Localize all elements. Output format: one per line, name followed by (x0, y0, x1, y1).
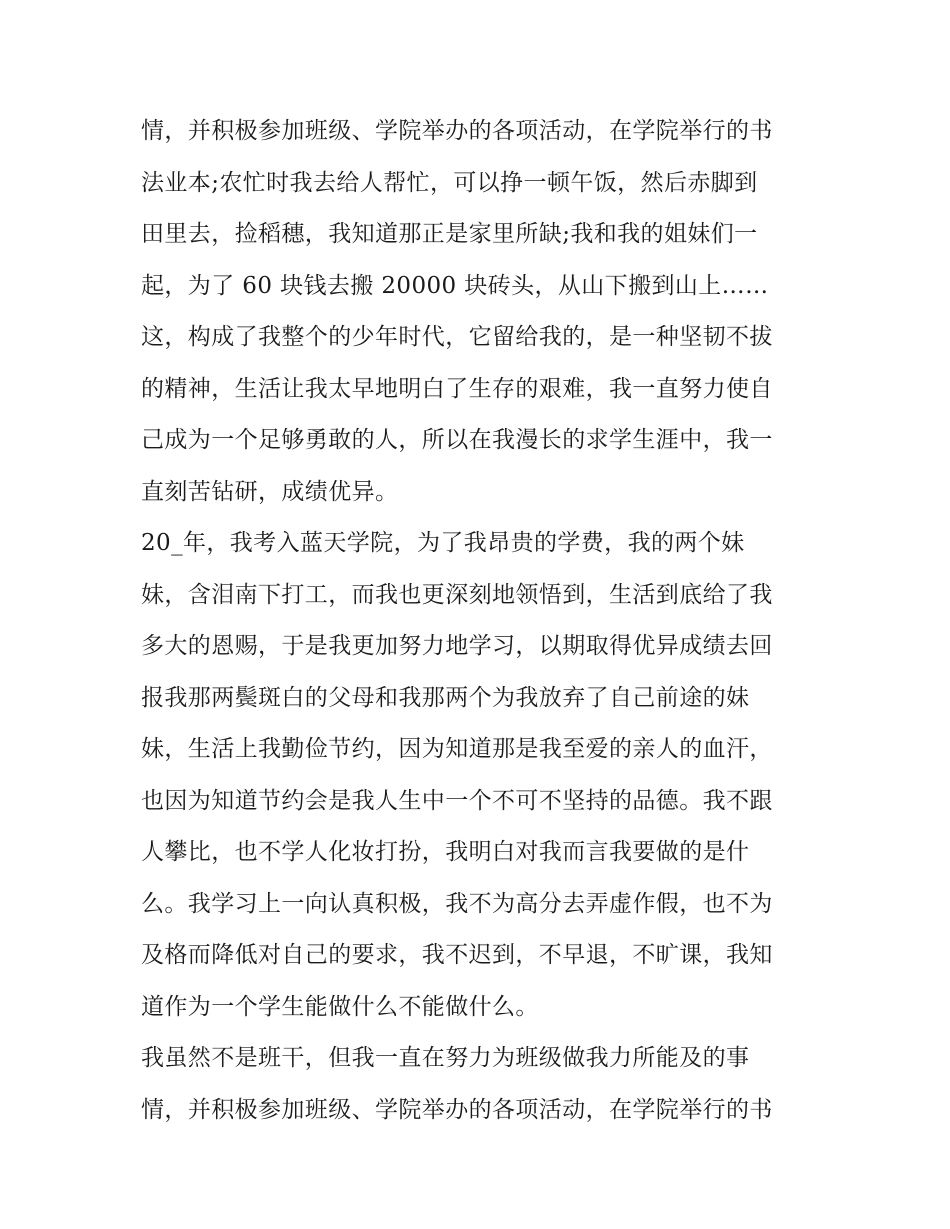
text-line: 起，为了 60 块钱去搬 20000 块砖头，从山下搬到山上…… (141, 272, 769, 299)
text-line: 妹，生活上我勤俭节约，因为知道那是我至爱的亲人的血汗， (141, 736, 773, 762)
body-text (141, 106, 821, 1136)
text-line: 人攀比，也不学人化妆打扮，我明白对我而言我要做的是什 (141, 839, 750, 865)
text-line: 直刻苦钻研，成绩优异。 (141, 478, 399, 505)
text-line: 这，构成了我整个的少年时代，它留给我的，是一种坚韧不拔 (141, 324, 773, 350)
text-line: 情，并积极参加班级、学院举办的各项活动，在学院举行的书 (141, 1096, 773, 1123)
text-line: 多大的恩赐，于是我更加努力地学习，以期取得优异成绩去回 (141, 633, 773, 659)
text-line: 的精神，生活让我太早地明白了生存的艰难，我一直努力使自 (141, 375, 773, 402)
text-line: 妹，含泪南下打工，而我也更深刻地领悟到，生活到底给了我 (141, 581, 773, 608)
text-line: 也因为知道节约会是我人生中一个不可不坚持的品德。我不跟 (141, 787, 773, 814)
text-line: 及格而降低对自己的要求，我不迟到，不早退，不旷课，我知 (141, 942, 773, 968)
text-line: 田里去，捡稻穗，我知道那正是家里所缺;我和我的姐妹们一 (141, 221, 758, 247)
text-line: 20_年，我考入蓝天学院，为了我昂贵的学费，我的两个妹 (141, 530, 745, 556)
text-line: 己成为一个足够勇敢的人，所以在我漫长的求学生涯中，我一 (141, 427, 773, 453)
text-line: 我虽然不是班干，但我一直在努力为班级做我力所能及的事 (141, 1045, 750, 1071)
text-line: 么。我学习上一向认真积极，我不为高分去弄虚作假，也不为 (141, 890, 773, 917)
text-line: 情，并积极参加班级、学院举办的各项活动，在学院举行的书 (141, 118, 773, 144)
text-line: 报我那两鬓斑白的父母和我那两个为我放弃了自己前途的妹 (141, 684, 750, 711)
text-line: 道作为一个学生能做什么不能做什么。 (141, 993, 539, 1020)
text-line: 法业本;农忙时我去给人帮忙，可以挣一顿午饭，然后赤脚到 (141, 169, 758, 196)
